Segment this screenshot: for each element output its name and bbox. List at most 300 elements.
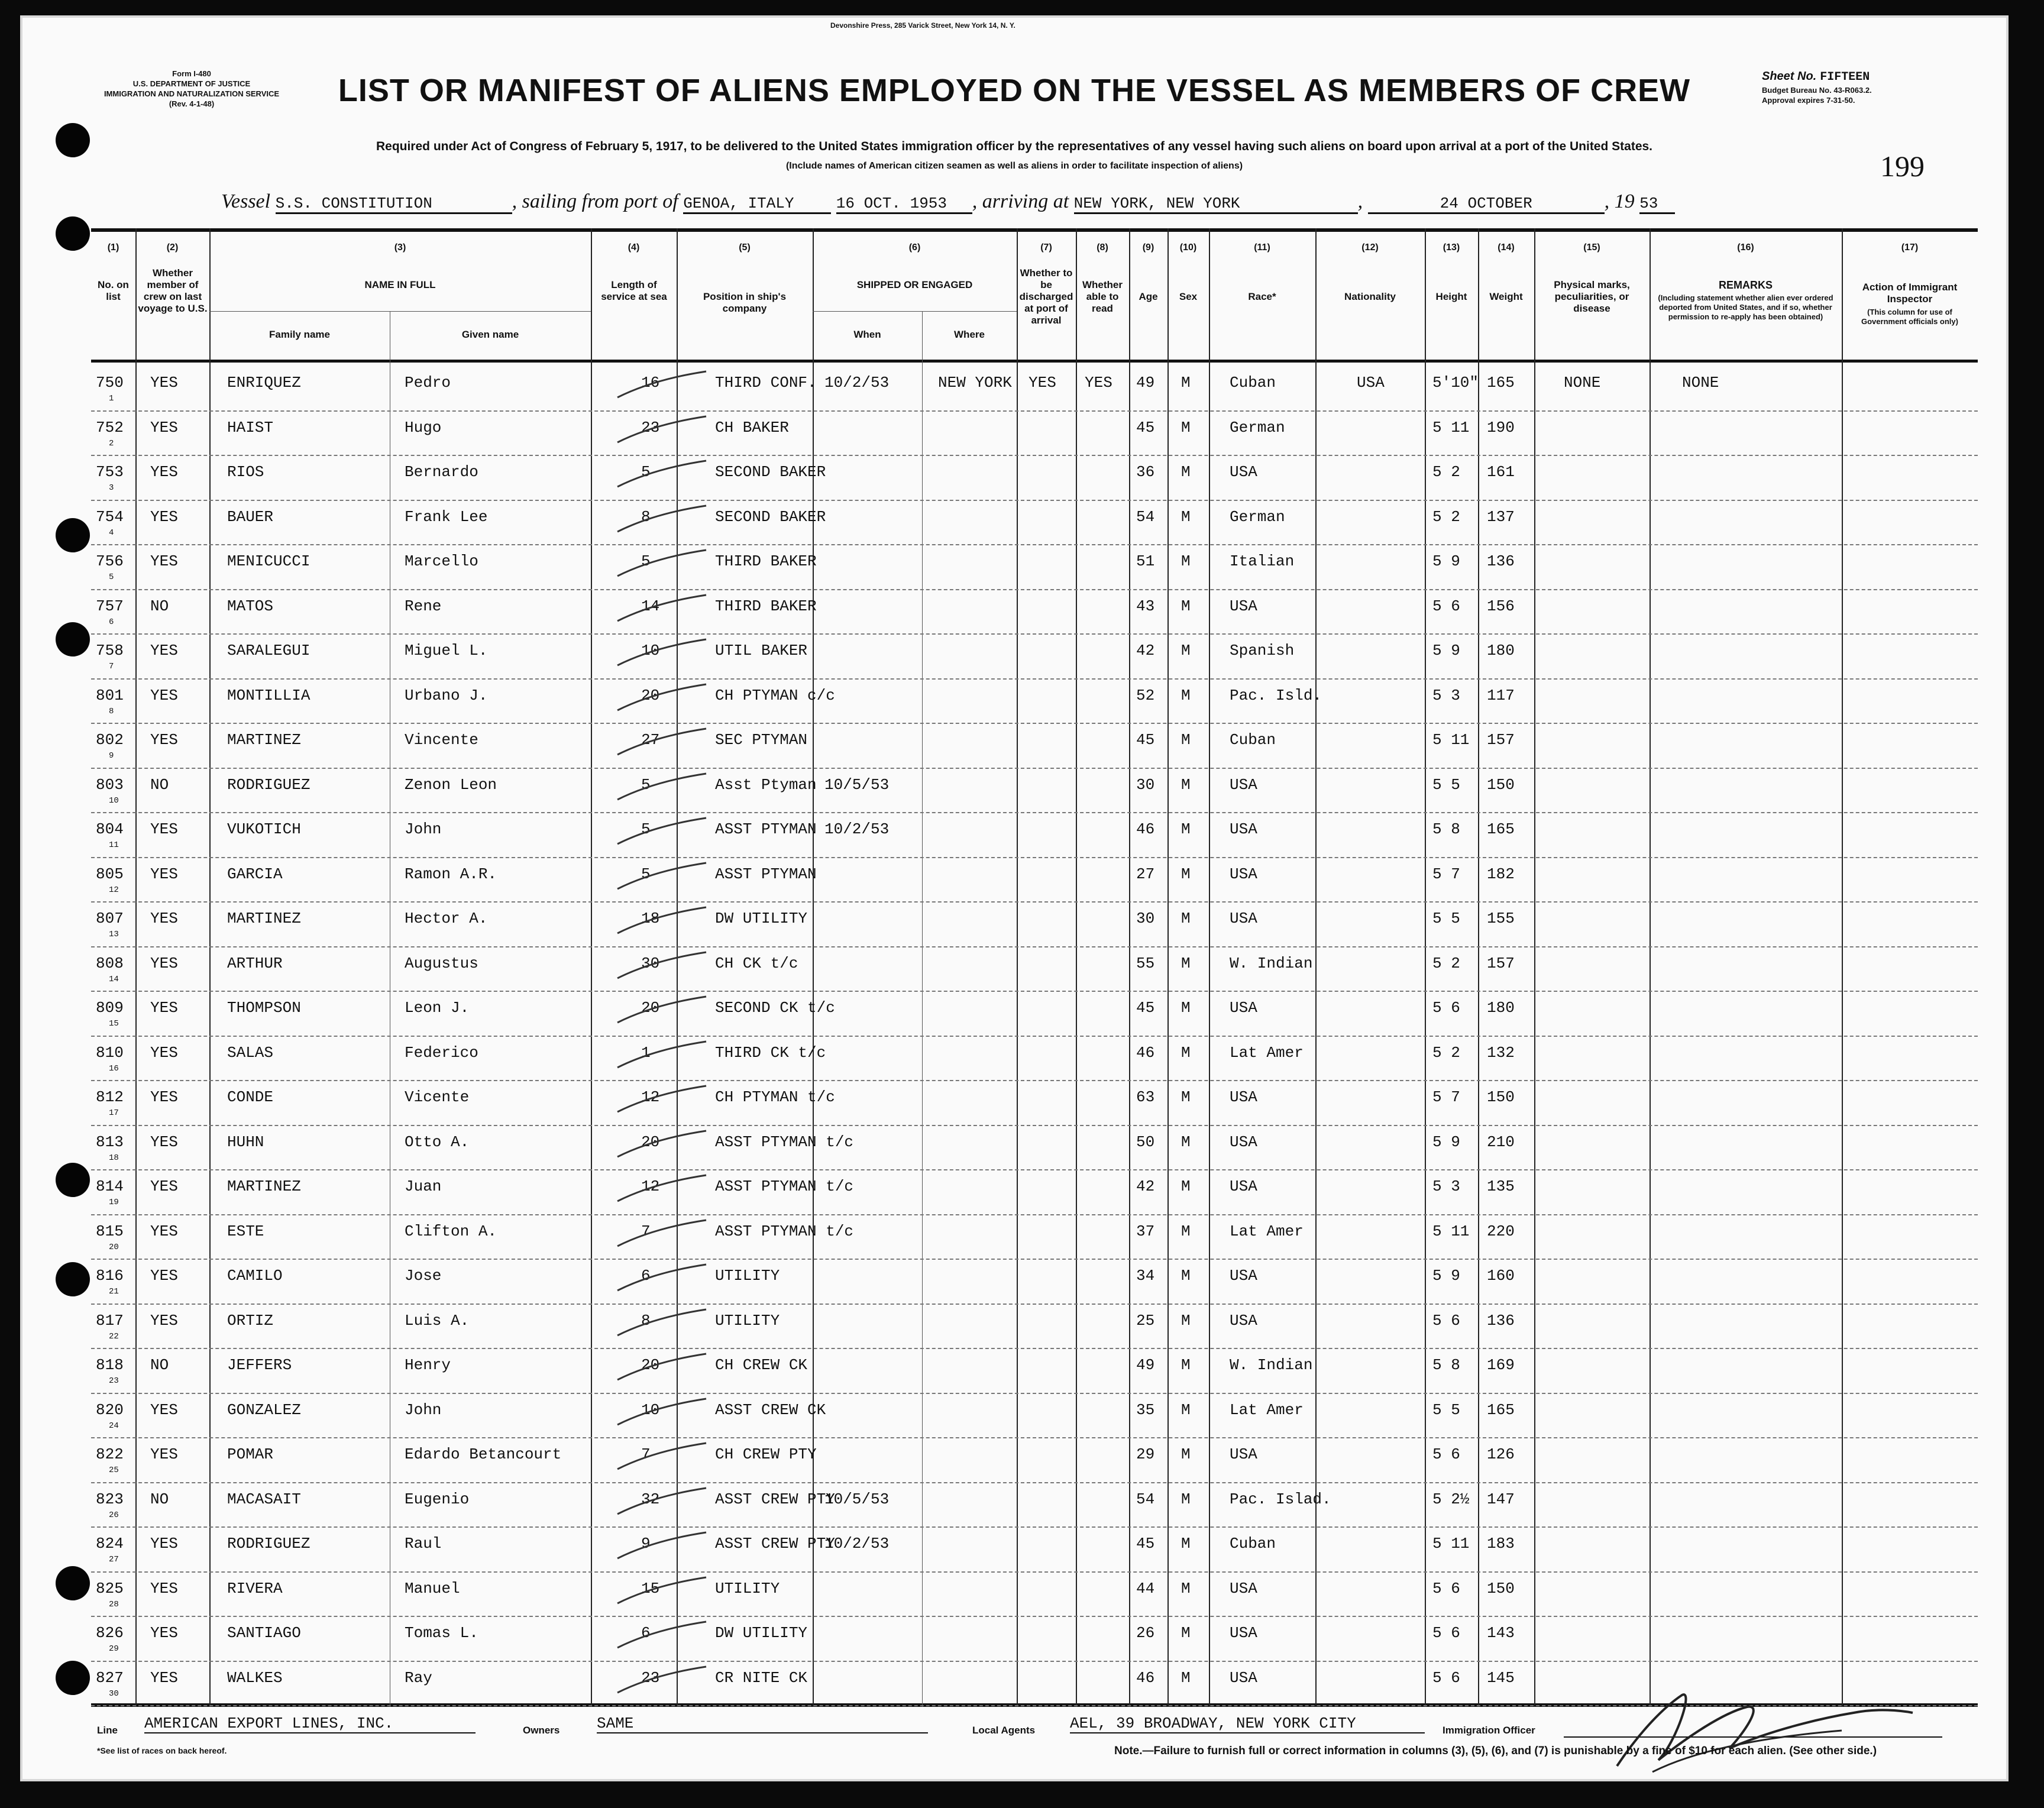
- tally-stroke: [612, 770, 712, 806]
- tally-stroke: [612, 1618, 712, 1654]
- family-name-cell: THOMPSON: [227, 999, 301, 1017]
- tally-stroke: [612, 1038, 712, 1073]
- col-number: (17): [1901, 242, 1919, 253]
- row-separator: [91, 589, 1978, 590]
- last-voyage-cell: YES: [150, 1178, 178, 1195]
- line-index: 24: [109, 1421, 119, 1431]
- position-cell: CR NITE CK: [715, 1668, 808, 1687]
- weight-cell: 147: [1487, 1490, 1515, 1508]
- given-name-cell: Jose: [405, 1267, 442, 1285]
- family-name-cell: CONDE: [227, 1088, 274, 1106]
- position-cell: SECOND BAKER: [715, 463, 826, 481]
- row-separator: [91, 633, 1978, 635]
- line-index: 11: [109, 840, 119, 850]
- given-name-cell: Vincente: [405, 731, 478, 749]
- weight-cell: 117: [1487, 686, 1515, 704]
- given-name-cell: Raul: [405, 1535, 442, 1553]
- age-cell: 26: [1136, 1624, 1155, 1642]
- height-cell: 5 11: [1432, 731, 1470, 749]
- row-separator: [91, 1437, 1978, 1438]
- sex-cell: M: [1181, 1267, 1191, 1285]
- given-name-cell: Zenon Leon: [405, 775, 497, 794]
- height-cell: 5 11: [1432, 418, 1470, 436]
- shipped-when-cell: 10/2/53: [824, 374, 890, 392]
- last-voyage-cell: YES: [150, 1088, 178, 1106]
- year-label: 19: [1614, 190, 1635, 212]
- given-name-cell: Hector A.: [405, 910, 488, 927]
- last-voyage-cell: YES: [150, 999, 178, 1017]
- position-cell: SECOND BAKER: [715, 507, 826, 526]
- age-cell: 54: [1136, 1490, 1155, 1508]
- sex-cell: M: [1181, 1490, 1191, 1508]
- race-cell: USA: [1230, 820, 1257, 838]
- position-cell: CH CK t/c: [715, 954, 798, 972]
- last-voyage-cell: YES: [150, 1624, 178, 1642]
- col-number: (6): [908, 242, 921, 253]
- list-number: 802: [96, 731, 124, 749]
- race-cell: USA: [1230, 463, 1257, 481]
- col-rule: [1167, 228, 1169, 1707]
- row-separator: [91, 723, 1978, 724]
- family-name-cell: BAUER: [227, 507, 274, 526]
- tally-stroke: [612, 814, 712, 850]
- nationality-cell: USA: [1357, 374, 1385, 392]
- tally-stroke: [612, 413, 712, 448]
- row-separator: [91, 1348, 1978, 1349]
- position-cell: ASST CREW CK: [715, 1401, 826, 1419]
- sex-cell: M: [1181, 731, 1191, 749]
- owners-label: Owners: [523, 1725, 560, 1736]
- weight-cell: 165: [1487, 1401, 1515, 1419]
- position-cell: THIRD BAKER: [715, 597, 817, 615]
- family-name-cell: VUKOTICH: [227, 820, 301, 838]
- given-name-cell: Edardo Betancourt: [405, 1445, 562, 1463]
- weight-cell: 137: [1487, 507, 1515, 526]
- family-name-cell: POMAR: [227, 1445, 274, 1463]
- given-name-cell: Leon J.: [405, 999, 470, 1017]
- col-rule: [1076, 228, 1077, 1707]
- height-cell: 5 6: [1432, 1668, 1460, 1687]
- weight-cell: 220: [1487, 1222, 1515, 1240]
- col-number: (1): [107, 242, 119, 253]
- tally-stroke: [612, 591, 712, 627]
- given-name-cell: Manuel: [405, 1579, 460, 1597]
- binder-hole: [56, 518, 90, 552]
- stamped-page-number: 199: [1880, 150, 1925, 183]
- family-name-cell: ENRIQUEZ: [227, 374, 301, 392]
- weight-cell: 190: [1487, 418, 1515, 436]
- col-number: (10): [1179, 242, 1197, 253]
- sex-cell: M: [1181, 910, 1191, 927]
- race-cell: Lat Amer: [1230, 1043, 1304, 1062]
- race-cell: USA: [1230, 1579, 1257, 1597]
- header-shipped-engaged: SHIPPED OR ENGAGED: [856, 279, 973, 290]
- service-length-cell: 7: [641, 1222, 651, 1240]
- weight-cell: 165: [1487, 820, 1515, 838]
- col-number: (3): [394, 242, 406, 253]
- position-cell: UTILITY: [715, 1311, 780, 1330]
- height-cell: 5 8: [1432, 1356, 1460, 1374]
- col-number: (15): [1583, 242, 1600, 253]
- service-length-cell: 12: [641, 1088, 660, 1106]
- family-name-cell: ESTE: [227, 1222, 264, 1240]
- binder-hole: [56, 1262, 90, 1296]
- service-length-cell: 32: [641, 1490, 660, 1508]
- height-cell: 5 9: [1432, 1267, 1460, 1285]
- service-length-cell: 10: [641, 642, 660, 659]
- age-cell: 30: [1136, 775, 1155, 794]
- last-voyage-cell: YES: [150, 1445, 178, 1463]
- list-number: 801: [96, 686, 124, 704]
- tally-stroke: [612, 1395, 712, 1431]
- col-rule: [1315, 228, 1317, 1707]
- tally-stroke: [612, 1127, 712, 1163]
- binder-hole: [56, 123, 90, 157]
- last-voyage-cell: YES: [150, 1401, 178, 1419]
- weight-cell: 182: [1487, 865, 1515, 883]
- service-length-cell: 15: [641, 1579, 660, 1597]
- col-rule: [813, 228, 814, 1707]
- age-cell: 51: [1136, 552, 1155, 570]
- row-separator: [91, 768, 1978, 769]
- tally-stroke: [612, 1350, 712, 1386]
- service-length-cell: 7: [641, 1445, 651, 1463]
- able-to-read-cell: YES: [1085, 374, 1112, 392]
- race-cell: W. Indian: [1230, 954, 1313, 972]
- col-rule: [1534, 228, 1535, 1707]
- row-separator: [91, 410, 1978, 412]
- service-length-cell: 16: [641, 374, 660, 392]
- age-cell: 45: [1136, 999, 1155, 1017]
- shipped-when-cell: 10/2/53: [824, 1535, 890, 1553]
- header-shipped-when: When: [853, 329, 881, 340]
- race-cell: USA: [1230, 1178, 1257, 1195]
- last-voyage-cell: YES: [150, 374, 178, 392]
- tally-stroke: [612, 546, 712, 582]
- binder-hole: [56, 1661, 90, 1695]
- budget-line-2: Approval expires 7-31-50.: [1762, 96, 1855, 105]
- last-voyage-cell: YES: [150, 1535, 178, 1553]
- list-number: 818: [96, 1356, 124, 1374]
- sex-cell: M: [1181, 1222, 1191, 1240]
- race-cell: USA: [1230, 999, 1257, 1017]
- departure-port: GENOA, ITALY: [683, 195, 831, 214]
- race-cell: USA: [1230, 1088, 1257, 1106]
- row-separator: [91, 1080, 1978, 1081]
- last-voyage-cell: YES: [150, 954, 178, 972]
- sex-cell: M: [1181, 954, 1191, 972]
- row-separator: [91, 991, 1978, 992]
- age-cell: 46: [1136, 1043, 1155, 1062]
- last-voyage-cell: NO: [150, 597, 169, 615]
- service-length-cell: 23: [641, 1668, 660, 1687]
- given-name-cell: Vicente: [405, 1088, 470, 1106]
- service-length-cell: 30: [641, 954, 660, 972]
- service-length-cell: 5: [641, 463, 651, 481]
- sex-cell: M: [1181, 1178, 1191, 1195]
- position-cell: ASST PTYMAN t/c: [715, 1178, 854, 1195]
- age-cell: 54: [1136, 507, 1155, 526]
- race-cell: German: [1230, 507, 1285, 526]
- sex-cell: M: [1181, 1311, 1191, 1330]
- vessel-label: Vessel: [221, 190, 271, 212]
- height-cell: 5'10": [1432, 374, 1479, 392]
- service-length-cell: 18: [641, 910, 660, 927]
- line-index: 13: [109, 930, 119, 939]
- list-number: 757: [96, 597, 124, 615]
- row-separator: [91, 1214, 1978, 1215]
- service-length-cell: 8: [641, 1311, 651, 1330]
- last-voyage-cell: YES: [150, 463, 178, 481]
- given-name-cell: John: [405, 820, 442, 838]
- col-number: (5): [739, 242, 751, 253]
- owners-value: SAME: [597, 1715, 928, 1733]
- races-footnote: *See list of races on back hereof.: [97, 1746, 227, 1755]
- position-cell: THIRD BAKER: [715, 552, 817, 570]
- position-cell: SECOND CK t/c: [715, 999, 835, 1017]
- sex-cell: M: [1181, 1401, 1191, 1419]
- age-cell: 36: [1136, 463, 1155, 481]
- given-name-cell: Otto A.: [405, 1133, 470, 1151]
- header-age: Age: [1139, 291, 1158, 302]
- row-separator: [91, 1571, 1978, 1573]
- height-cell: 5 7: [1432, 865, 1460, 883]
- line-index: 16: [109, 1063, 119, 1073]
- col-rule: [1209, 228, 1210, 1707]
- inspector-signature: [1593, 1671, 1925, 1778]
- col-number: (4): [628, 242, 640, 253]
- height-cell: 5 2: [1432, 507, 1460, 526]
- vessel-name: S.S. CONSTITUTION: [276, 195, 512, 214]
- weight-cell: 150: [1487, 1579, 1515, 1597]
- given-name-cell: Ray: [405, 1668, 432, 1687]
- budget-bureau-info: [1762, 85, 1872, 105]
- sex-cell: M: [1181, 418, 1191, 436]
- line-index: 8: [109, 706, 114, 716]
- service-length-cell: 27: [641, 731, 660, 749]
- sex-cell: M: [1181, 686, 1191, 704]
- header-remarks-note: (Including statement whether alien ever ordered deported from United States, and if so, whether permission to re-apply has been obtained): [1658, 293, 1833, 321]
- list-number: 812: [96, 1088, 124, 1106]
- last-voyage-cell: YES: [150, 642, 178, 659]
- header-height: Height: [1435, 291, 1467, 302]
- header-length-of-service: Length of service at sea: [601, 279, 667, 302]
- given-name-cell: Bernardo: [405, 463, 478, 481]
- last-voyage-cell: YES: [150, 731, 178, 749]
- given-name-cell: Miguel L.: [405, 642, 488, 659]
- arrival-port: NEW YORK, NEW YORK: [1074, 195, 1358, 214]
- tally-stroke: [612, 502, 712, 538]
- col-number: (16): [1737, 242, 1754, 253]
- family-name-cell: HAIST: [227, 418, 274, 436]
- arrival-day: 24 OCTOBER: [1368, 195, 1605, 214]
- family-name-cell: RODRIGUEZ: [227, 1535, 311, 1553]
- family-name-cell: MONTILLIA: [227, 686, 311, 704]
- race-cell: USA: [1230, 1311, 1257, 1330]
- given-name-cell: Federico: [405, 1043, 478, 1062]
- race-cell: Pac. Islad.: [1230, 1490, 1331, 1508]
- list-number: 826: [96, 1624, 124, 1642]
- age-cell: 44: [1136, 1579, 1155, 1597]
- race-cell: USA: [1230, 865, 1257, 883]
- weight-cell: 183: [1487, 1535, 1515, 1553]
- last-voyage-cell: NO: [150, 775, 169, 794]
- header-race: Race*: [1248, 291, 1276, 302]
- given-name-cell: John: [405, 1401, 442, 1419]
- list-number: 805: [96, 865, 124, 883]
- binder-hole: [56, 1566, 90, 1600]
- header-physical-marks: Physical marks, peculiarities, or disease: [1554, 279, 1630, 314]
- race-cell: USA: [1230, 910, 1257, 927]
- list-number: 827: [96, 1668, 124, 1687]
- list-number: 823: [96, 1490, 124, 1508]
- last-voyage-cell: YES: [150, 1668, 178, 1687]
- height-cell: 5 2: [1432, 463, 1460, 481]
- weight-cell: 150: [1487, 775, 1515, 794]
- header-name-in-full: NAME IN FULL: [364, 279, 436, 290]
- header-nationality: Nationality: [1344, 291, 1396, 302]
- age-cell: 45: [1136, 418, 1155, 436]
- height-cell: 5 11: [1432, 1222, 1470, 1240]
- row-separator: [91, 1526, 1978, 1528]
- form-number: Form I-480: [172, 69, 211, 78]
- position-cell: ASST PTYMAN t/c: [715, 1222, 854, 1240]
- line-index: 9: [109, 751, 114, 761]
- tally-stroke: [612, 1172, 712, 1207]
- shipped-when-cell: 10/2/53: [824, 820, 890, 838]
- given-name-cell: Juan: [405, 1178, 442, 1195]
- line-index: 6: [109, 617, 114, 627]
- family-name-cell: MATOS: [227, 597, 274, 615]
- list-number: 752: [96, 418, 124, 436]
- age-cell: 27: [1136, 865, 1155, 883]
- family-name-cell: GARCIA: [227, 865, 283, 883]
- list-number: 804: [96, 820, 124, 838]
- tally-stroke: [612, 1574, 712, 1609]
- sailing-label: , sailing from port of: [512, 190, 678, 212]
- service-length-cell: 9: [641, 1535, 651, 1553]
- sex-cell: M: [1181, 463, 1191, 481]
- header-shipped-where: Where: [954, 329, 985, 340]
- binder-hole: [56, 1163, 90, 1197]
- row-separator: [91, 1304, 1978, 1305]
- family-name-cell: MARTINEZ: [227, 910, 301, 927]
- position-cell: ASST CREW PTY: [715, 1490, 835, 1508]
- binder-hole: [56, 216, 90, 251]
- budget-line-1: Budget Bureau No. 43-R063.2.: [1762, 86, 1872, 95]
- shipped-when-cell: 10/5/53: [824, 775, 890, 794]
- last-voyage-cell: YES: [150, 507, 178, 526]
- col-rule: [1129, 228, 1130, 1707]
- weight-cell: 136: [1487, 1311, 1515, 1330]
- family-name-cell: MARTINEZ: [227, 1178, 301, 1195]
- shipped-where-cell: NEW YORK: [938, 374, 1012, 392]
- tally-stroke: [612, 904, 712, 939]
- weight-cell: 157: [1487, 954, 1515, 972]
- sheet-number-label: Sheet No.: [1762, 70, 1817, 83]
- line-index: 29: [109, 1644, 119, 1654]
- list-number: 825: [96, 1579, 124, 1597]
- position-cell: Asst Ptyman: [715, 775, 817, 794]
- service-length-cell: 6: [641, 1267, 651, 1285]
- service-length-cell: 5: [641, 775, 651, 794]
- family-name-cell: HUHN: [227, 1133, 264, 1151]
- weight-cell: 145: [1487, 1668, 1515, 1687]
- col-number: (12): [1361, 242, 1379, 253]
- race-cell: USA: [1230, 1267, 1257, 1285]
- position-cell: UTIL BAKER: [715, 642, 808, 659]
- sex-cell: M: [1181, 775, 1191, 794]
- discharged-cell: YES: [1029, 374, 1056, 392]
- service-length-cell: 20: [641, 686, 660, 704]
- position-cell: DW UTILITY: [715, 910, 808, 927]
- col-number: (8): [1097, 242, 1108, 253]
- list-number: 814: [96, 1178, 124, 1195]
- line-index: 14: [109, 974, 119, 984]
- binder-hole: [56, 622, 90, 656]
- weight-cell: 156: [1487, 597, 1515, 615]
- given-name-cell: Luis A.: [405, 1311, 470, 1330]
- header-able-to-read: Whether able to read: [1082, 279, 1123, 314]
- col-rule: [1650, 228, 1651, 1707]
- row-separator: [91, 1616, 1978, 1617]
- tally-stroke: [612, 457, 712, 493]
- col-number: (14): [1498, 242, 1515, 253]
- col-number: (13): [1443, 242, 1460, 253]
- service-length-cell: 5: [641, 552, 651, 570]
- service-length-cell: 10: [641, 1401, 660, 1419]
- height-cell: 5 6: [1432, 1445, 1460, 1463]
- service-length-cell: 8: [641, 507, 651, 526]
- race-cell: USA: [1230, 1624, 1257, 1642]
- line-index: 19: [109, 1198, 119, 1207]
- height-cell: 5 8: [1432, 820, 1460, 838]
- row-separator: [91, 1169, 1978, 1170]
- sex-cell: M: [1181, 1133, 1191, 1151]
- race-cell: Spanish: [1230, 642, 1295, 659]
- col-rule: [1425, 228, 1426, 1707]
- header-inspector-note: (This column for use of Government officials only): [1861, 308, 1958, 326]
- age-cell: 43: [1136, 597, 1155, 615]
- position-cell: ASST PTYMAN t/c: [715, 1133, 854, 1151]
- height-cell: 5 9: [1432, 642, 1460, 659]
- tally-stroke: [612, 1440, 712, 1475]
- position-cell: SEC PTYMAN: [715, 731, 808, 749]
- family-name-cell: MACASAIT: [227, 1490, 301, 1508]
- height-cell: 5 7: [1432, 1088, 1460, 1106]
- line-index: 23: [109, 1376, 119, 1386]
- line-label: Line: [97, 1725, 118, 1736]
- given-name-cell: Tomas L.: [405, 1624, 478, 1642]
- row-separator: [91, 1259, 1978, 1260]
- list-number: 808: [96, 954, 124, 972]
- tally-stroke: [612, 1306, 712, 1341]
- row-separator: [91, 1661, 1978, 1662]
- weight-cell: 180: [1487, 999, 1515, 1017]
- col-rule: [135, 228, 137, 1707]
- race-cell: USA: [1230, 1445, 1257, 1463]
- sex-cell: M: [1181, 999, 1191, 1017]
- service-length-cell: 14: [641, 597, 660, 615]
- row-separator: [91, 901, 1978, 903]
- weight-cell: 155: [1487, 910, 1515, 927]
- line-index: 21: [109, 1287, 119, 1296]
- sheet-number-value: FIFTEEN: [1820, 70, 1870, 84]
- document-title: LIST OR MANIFEST OF ALIENS EMPLOYED ON THE VESSEL AS MEMBERS OF CREW: [338, 73, 1691, 108]
- line-value: AMERICAN EXPORT LINES, INC.: [144, 1715, 476, 1733]
- age-cell: 46: [1136, 1668, 1155, 1687]
- sex-cell: M: [1181, 1088, 1191, 1106]
